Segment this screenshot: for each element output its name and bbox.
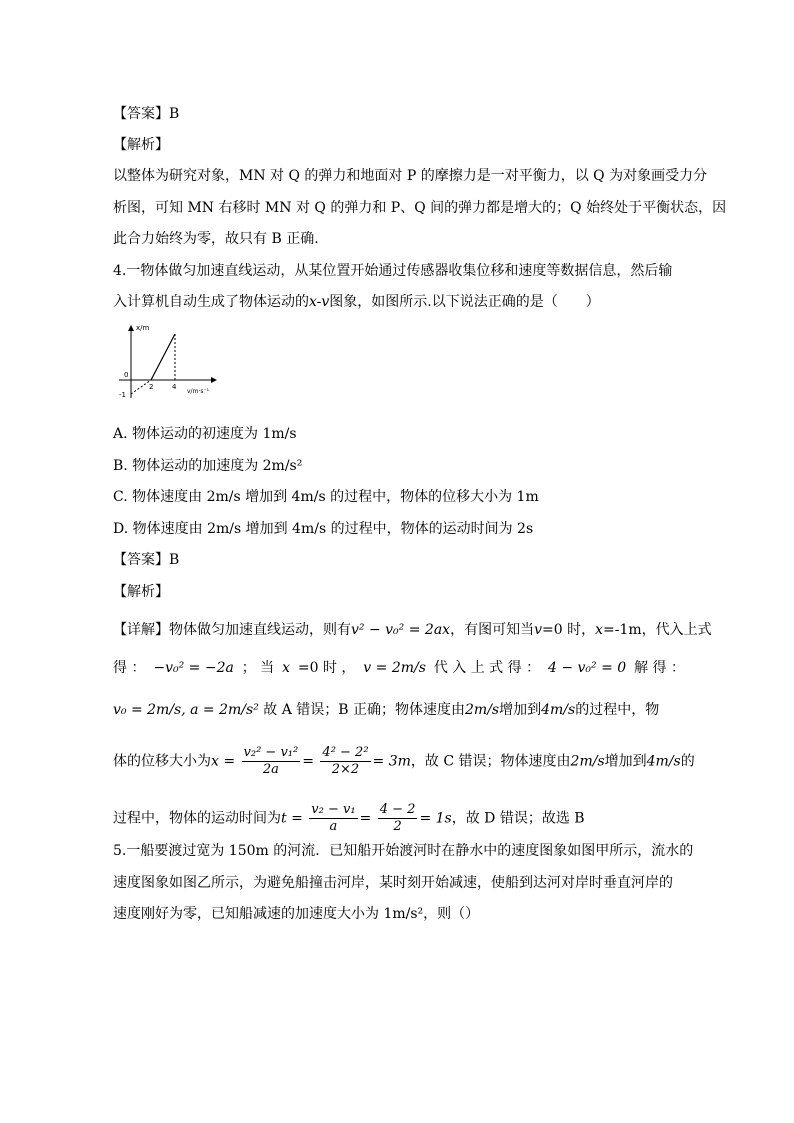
q4-detail-l5-f2-num: 4 − 2 xyxy=(379,802,416,817)
q4-detail-l5-fraction-2 xyxy=(378,802,418,835)
q4-detail-l4-v2: 4m/s xyxy=(646,753,681,770)
x-v-graph-data-line xyxy=(151,334,175,380)
q4-detail-l1-equation: v² − v₀² = 2ax xyxy=(351,622,451,638)
q4-detail-line-2 xyxy=(113,658,685,678)
q4-detail-line-1 xyxy=(113,620,712,640)
x-v-graph xyxy=(115,322,225,402)
q4-detail-l2-equation-2: v = 2m/s xyxy=(363,660,426,676)
q4-detail-line-5 xyxy=(113,802,685,835)
q4-detail-l1-v: v xyxy=(534,622,542,638)
q4-detail-l2-text-d: 代 入 上 式 得 ： xyxy=(433,660,541,676)
q4-stem-line-2 xyxy=(113,292,685,312)
q4-detail-l1-text-b: ，有图可知当 xyxy=(450,622,535,638)
q4-analysis-heading: 【解析】 xyxy=(113,584,169,600)
x-v-graph-x-arrow xyxy=(211,377,217,383)
x-v-graph-extension-dashed xyxy=(131,380,154,394)
q4-detail-l1-text-c: =0 时， xyxy=(542,622,596,638)
q4-detail-l4-eq2: = 3m xyxy=(372,753,411,770)
q5-stem-line-3: 速度刚好为零，已知船减速的加速度大小为 1m/s²，则（） xyxy=(113,906,480,922)
q4-detail-l3-v1: 2m/s xyxy=(465,702,500,718)
q4-detail-l5-text-b: ，故 D 错误；故选 B xyxy=(451,810,585,827)
q4-option-b: B. 物体运动的加速度为 2m/s² xyxy=(113,458,303,474)
q4-detail-l4-text-a: 体的位移大小为 xyxy=(113,753,211,770)
q4-detail-l3-text-b: 增加到 xyxy=(499,702,542,718)
q4-detail-l4-fraction-1 xyxy=(242,745,301,778)
q4-stem-text-a: 入计算机自动生成了物体运动的 xyxy=(113,294,309,310)
x-v-graph-origin: 0 xyxy=(124,371,129,379)
q4-detail-l2-text-a: 得 ： xyxy=(113,660,146,676)
q4-detail-l4-f1-den: 2a xyxy=(262,762,279,777)
x-v-graph-y-arrow xyxy=(128,325,134,331)
x-v-graph-tick-neg1: -1 xyxy=(119,391,126,399)
q4-detail-l5-fraction-1 xyxy=(309,802,357,835)
q3-analysis-line-1: 以整体为研究对象，MN 对 Q 的弹力和地面对 P 的摩擦力是一对平衡力，以 Q 为对象画受力分 xyxy=(113,168,708,184)
q4-option-a: A. 物体运动的初速度为 1m/s xyxy=(113,426,297,442)
q4-detail-l4-f2-den: 2×2 xyxy=(331,762,360,777)
q4-detail-l3-text-c: 的过程中，物 xyxy=(575,702,660,718)
q4-detail-l4-text-b: ，故 C 错误；物体速度由 xyxy=(410,753,571,770)
q4-detail-l5-f1-num: v₂ − v₁ xyxy=(311,802,356,817)
q4-detail-l4-text-c: 增加到 xyxy=(604,753,647,770)
q4-detail-l4-text-d: 的 xyxy=(680,753,695,770)
q4-detail-line-3 xyxy=(113,700,685,720)
q5-stem-line-2: 速度图象如图乙所示，为避免船撞击河岸，某时刻开始减速，使船到达河对岸时垂直河岸的 xyxy=(113,875,673,891)
q3-analysis-heading: 【解析】 xyxy=(113,137,169,153)
x-v-graph-tick-4: 4 xyxy=(172,383,177,391)
q4-option-d: D. 物体速度由 2m/s 增加到 4m/s 的过程中，物体的运动时间为 2s xyxy=(113,521,534,537)
q4-graph-type: x-v xyxy=(309,294,330,310)
q4-stem-text-b: 图象，如图所示.以下说法正确的是（ ） xyxy=(329,294,600,310)
q4-detail-l1-text-d: =-1m，代入上式 xyxy=(603,622,712,638)
q4-detail-l1-text-a: 【详解】物体做匀加速直线运动，则有 xyxy=(113,622,351,638)
q3-answer: 【答案】B xyxy=(113,106,180,122)
q4-detail-l2-x: x xyxy=(282,660,290,676)
q4-detail-l4-eq1: = xyxy=(302,753,314,770)
q4-detail-l2-text-b: ； 当 xyxy=(241,660,275,676)
q4-detail-l2-text-c: =0 时 ， xyxy=(297,660,356,676)
q4-answer: 【答案】B xyxy=(113,552,180,568)
x-v-graph-tick-2: 2 xyxy=(149,383,154,391)
q4-stem-line-1: 4.一物体做匀加速直线运动，从某位置开始通过传感器收集位移和速度等数据信息，然后输 xyxy=(113,263,673,279)
q4-detail-l4-fraction-2 xyxy=(320,745,370,778)
q4-detail-l4-v1: 2m/s xyxy=(570,753,605,770)
q3-analysis-line-2: 析图，可知 MN 右移时 MN 对 Q 的弹力和 P、Q 间的弹力都是增大的；Q 始终处于平衡状态，因 xyxy=(113,200,727,216)
q4-detail-l3-equation: v₀ = 2m/s, a = 2m/s² xyxy=(113,702,259,718)
q4-detail-l5-eq2: = 1s xyxy=(419,810,452,827)
q4-option-c: C. 物体速度由 2m/s 增加到 4m/s 的过程中，物体的位移大小为 1m xyxy=(113,489,539,505)
x-v-graph-x-label: v/m·s⁻¹ xyxy=(187,388,210,395)
q4-detail-l2-text-e: 解 得 ： xyxy=(634,660,685,676)
q4-detail-l5-eq1: = xyxy=(359,810,372,827)
q4-detail-l5-f2-den: 2 xyxy=(393,819,402,834)
q4-detail-l4-x: x = xyxy=(211,753,236,770)
q4-detail-l5-t: t = xyxy=(281,810,303,827)
q5-stem-line-1: 5.一船要渡过宽为 150m 的河流．已知船开始渡河时在静水中的速度图象如图甲所示，流水的 xyxy=(113,843,694,859)
q4-detail-l1-x: x xyxy=(595,622,603,638)
q4-detail-l3-v2: 4m/s xyxy=(541,702,576,718)
q4-detail-l4-f2-num: 4² − 2² xyxy=(322,745,369,760)
q4-detail-l2-equation-1: −v₀² = −2a xyxy=(153,660,234,676)
q4-detail-l2-equation-3: 4 − v₀² = 0 xyxy=(547,660,627,676)
q4-detail-l5-f1-den: a xyxy=(329,819,338,834)
x-v-graph-y-label: x/m xyxy=(136,324,150,332)
q4-detail-line-4 xyxy=(113,745,695,778)
q4-detail-l5-text-a: 过程中，物体的运动时间为 xyxy=(113,810,281,827)
q4-detail-l3-text-a: 故 A 错误；B 正确；物体速度由 xyxy=(263,702,466,718)
q4-detail-l4-f1-num: v₂² − v₁² xyxy=(243,745,299,760)
q3-analysis-line-3: 此合力始终为零，故只有 B 正确. xyxy=(113,231,319,247)
